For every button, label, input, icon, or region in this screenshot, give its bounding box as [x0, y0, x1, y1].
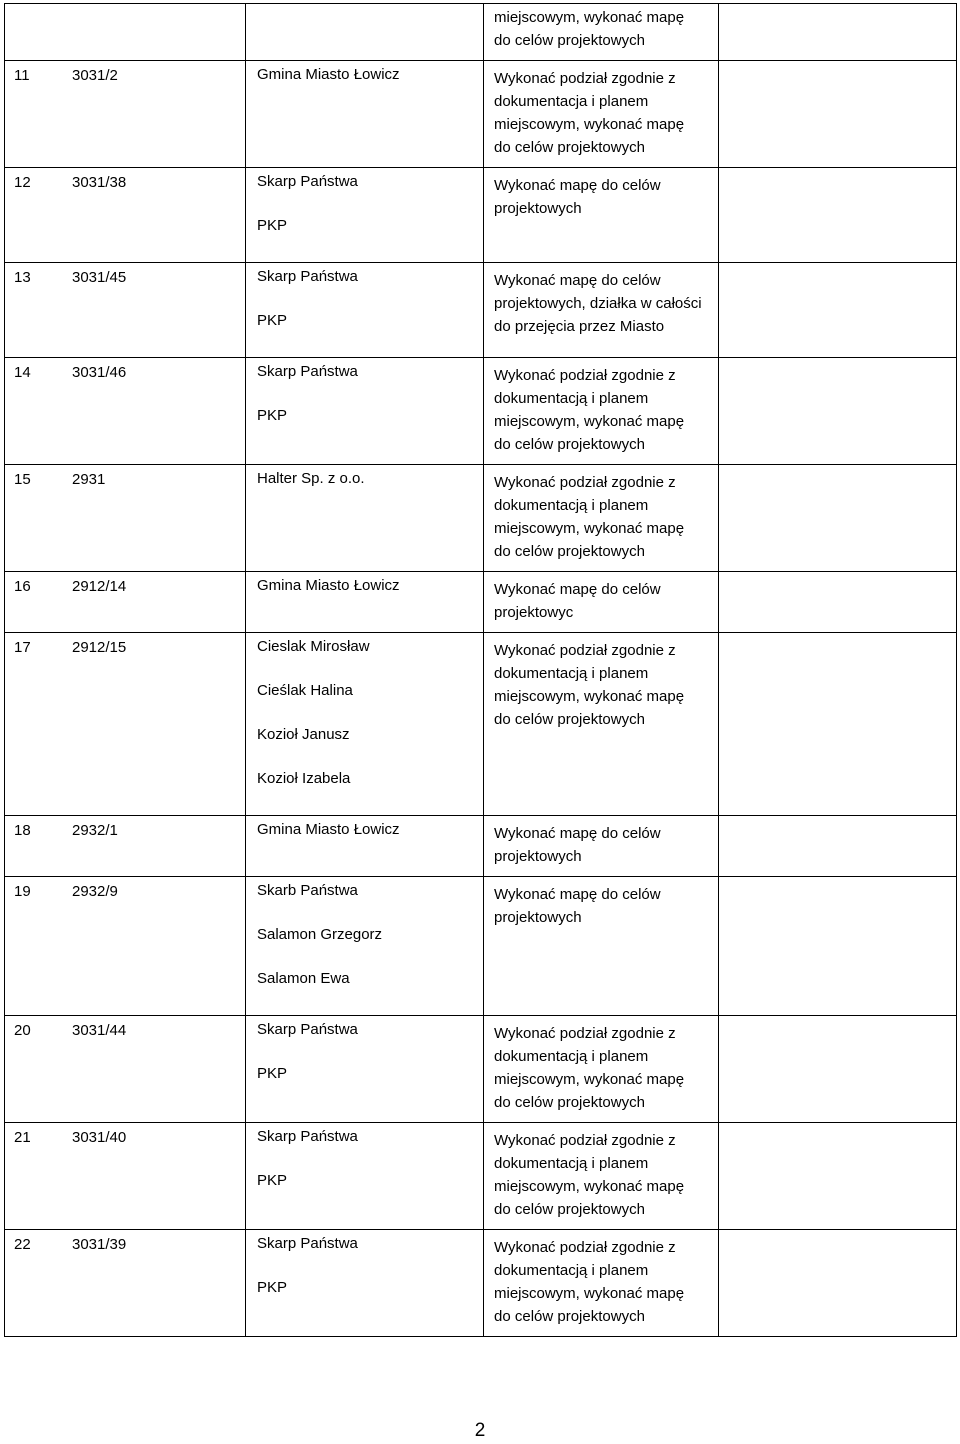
table-row [5, 1123, 957, 1230]
action-text: miejscowym, wykonać mapę [494, 688, 685, 705]
parcel-cell [5, 633, 246, 816]
action-cell [484, 816, 719, 877]
action-text: dokumentacją i planem [494, 665, 649, 682]
action-text: do celów projektowych [494, 543, 645, 560]
notes-cell [719, 263, 957, 358]
table-row [5, 61, 957, 168]
action-text: Wykonać podział zgodnie z [494, 1025, 676, 1042]
action-text: Wykonać podział zgodnie z [494, 367, 676, 384]
table-row [5, 168, 957, 263]
action-text: do celów projektowych [494, 1201, 645, 1218]
table-row [5, 465, 957, 572]
notes-cell [719, 1230, 957, 1337]
row-number: 18 [14, 822, 31, 839]
action-text: miejscowym, wykonać mapę [494, 413, 685, 430]
parcel-number: 2931 [72, 471, 106, 488]
owner-cell [246, 263, 484, 358]
owner-name: Salamon Ewa [257, 970, 350, 987]
action-text: dokumentacją i planem [494, 1048, 649, 1065]
notes-cell [719, 816, 957, 877]
action-cell [484, 633, 719, 816]
owner-name: Cieślak Halina [257, 682, 353, 699]
owner-cell [246, 61, 484, 168]
owner-name: Skarp Państwa [257, 1128, 358, 1145]
owner-cell [246, 877, 484, 1016]
table-row [5, 816, 957, 877]
owner-cell [246, 465, 484, 572]
owner-name: Skarp Państwa [257, 173, 358, 190]
parcel-number: 3031/40 [72, 1129, 127, 1146]
action-text: Wykonać podział zgodnie z [494, 474, 676, 491]
action-text: dokumentacją i planem [494, 390, 649, 407]
parcel-cell [5, 61, 246, 168]
owner-name: Cieslak Mirosław [257, 638, 370, 655]
action-text: miejscowym, wykonać mapę [494, 116, 685, 133]
action-cell [484, 358, 719, 465]
owner-name: Skarp Państwa [257, 363, 358, 380]
action-text: miejscowym, wykonać mapę [494, 520, 685, 537]
owner-name: Gmina Miasto Łowicz [257, 577, 400, 594]
parcel-number: 3031/38 [72, 174, 127, 191]
table-row [5, 633, 957, 816]
action-text: do celów projektowych [494, 1308, 645, 1325]
owner-name: Skarb Państwa [257, 882, 358, 899]
parcel-cell [5, 572, 246, 633]
action-text: projektowych [494, 200, 582, 217]
action-text: Wykonać mapę do celów [494, 581, 661, 598]
row-number: 17 [14, 639, 31, 656]
action-text: do celów projektowych [494, 436, 645, 453]
table-row [5, 1016, 957, 1123]
parcel-number: 3031/2 [72, 67, 118, 84]
notes-cell [719, 633, 957, 816]
owner-cell [246, 633, 484, 816]
owner-cell [246, 1016, 484, 1123]
owner-cell [246, 1123, 484, 1230]
owner-name: Gmina Miasto Łowicz [257, 66, 400, 83]
parcel-number: 2932/1 [72, 822, 118, 839]
action-cell [484, 1230, 719, 1337]
action-text: Wykonać mapę do celów [494, 825, 661, 842]
action-text: Wykonać podział zgodnie z [494, 642, 676, 659]
owner-cell [246, 4, 484, 61]
notes-cell [719, 61, 957, 168]
action-text: Wykonać mapę do celów [494, 177, 661, 194]
parcel-cell [5, 1230, 246, 1337]
owner-name: Salamon Grzegorz [257, 926, 383, 943]
owner-name: PKP [257, 1279, 288, 1296]
notes-cell [719, 1123, 957, 1230]
action-cell [484, 1016, 719, 1123]
table-row [5, 4, 957, 61]
owner-cell [246, 168, 484, 263]
owner-name: PKP [257, 1065, 288, 1082]
parcel-cell [5, 877, 246, 1016]
action-text: dokumentacją i planem [494, 497, 649, 514]
owner-name: Kozioł Janusz [257, 726, 350, 743]
action-text: projektowych, działka w całości [494, 295, 702, 312]
action-text: do celów projektowych [494, 1094, 645, 1111]
table-row [5, 877, 957, 1016]
action-text: projektowyc [494, 604, 574, 621]
action-cell [484, 465, 719, 572]
action-cell [484, 263, 719, 358]
action-text: Wykonać mapę do celów [494, 886, 661, 903]
row-number: 22 [14, 1236, 31, 1253]
action-text: do celów projektowych [494, 139, 645, 156]
action-text: dokumentacją i planem [494, 1262, 649, 1279]
page-number: 2 [474, 1420, 486, 1441]
parcel-number: 2932/9 [72, 883, 118, 900]
owner-name: PKP [257, 217, 288, 234]
action-text: Wykonać podział zgodnie z [494, 70, 676, 87]
action-text: dokumentacja i planem [494, 93, 649, 110]
row-number: 20 [14, 1022, 31, 1039]
parcel-number: 2912/14 [72, 578, 127, 595]
parcel-cell [5, 4, 246, 61]
parcel-cell [5, 358, 246, 465]
action-cell [484, 61, 719, 168]
action-text: miejscowym, wykonać mapę [494, 1178, 685, 1195]
notes-cell [719, 168, 957, 263]
parcel-cell [5, 1016, 246, 1123]
parcel-cell [5, 168, 246, 263]
notes-cell [719, 358, 957, 465]
row-number: 19 [14, 883, 31, 900]
parcels-table-body [5, 4, 957, 1337]
action-text: miejscowym, wykonać mapę [494, 9, 685, 26]
action-text: dokumentacją i planem [494, 1155, 649, 1172]
owner-name: Skarp Państwa [257, 268, 358, 285]
owner-cell [246, 572, 484, 633]
action-cell [484, 1123, 719, 1230]
row-number: 14 [14, 364, 31, 381]
parcels-table [4, 3, 957, 1337]
table-row [5, 1230, 957, 1337]
action-cell [484, 877, 719, 1016]
owner-name: Skarp Państwa [257, 1235, 358, 1252]
action-text: Wykonać podział zgodnie z [494, 1239, 676, 1256]
owner-cell [246, 1230, 484, 1337]
parcel-number: 3031/44 [72, 1022, 127, 1039]
owner-name: PKP [257, 1172, 288, 1189]
action-text: miejscowym, wykonać mapę [494, 1285, 685, 1302]
owner-name: Kozioł Izabela [257, 770, 351, 787]
row-number: 21 [14, 1129, 31, 1146]
owner-name: Gmina Miasto Łowicz [257, 821, 400, 838]
owner-cell [246, 816, 484, 877]
parcel-cell [5, 1123, 246, 1230]
owner-name: PKP [257, 312, 288, 329]
parcel-number: 3031/39 [72, 1236, 127, 1253]
notes-cell [719, 4, 957, 61]
action-cell [484, 4, 719, 61]
action-cell [484, 572, 719, 633]
parcel-number: 3031/46 [72, 364, 127, 381]
parcel-cell [5, 465, 246, 572]
table-row [5, 572, 957, 633]
notes-cell [719, 1016, 957, 1123]
row-number: 13 [14, 269, 31, 286]
action-cell [484, 168, 719, 263]
action-text: miejscowym, wykonać mapę [494, 1071, 685, 1088]
action-text: Wykonać mapę do celów [494, 272, 661, 289]
notes-cell [719, 572, 957, 633]
action-text: do celów projektowych [494, 32, 645, 49]
row-number: 15 [14, 471, 31, 488]
table-row [5, 358, 957, 465]
row-number: 12 [14, 174, 31, 191]
notes-cell [719, 465, 957, 572]
owner-name: PKP [257, 407, 288, 424]
parcel-cell [5, 816, 246, 877]
table-row [5, 263, 957, 358]
notes-cell [719, 877, 957, 1016]
parcel-cell [5, 263, 246, 358]
action-text: projektowych [494, 848, 582, 865]
parcel-number: 2912/15 [72, 639, 127, 656]
row-number: 16 [14, 578, 31, 595]
action-text: do celów projektowych [494, 711, 645, 728]
row-number: 11 [14, 67, 30, 84]
owner-name: Halter Sp. z o.o. [257, 470, 365, 487]
action-text: do przejęcia przez Miasto [494, 318, 665, 335]
owner-cell [246, 358, 484, 465]
action-text: projektowych [494, 909, 582, 926]
action-text: Wykonać podział zgodnie z [494, 1132, 676, 1149]
owner-name: Skarp Państwa [257, 1021, 358, 1038]
parcel-number: 3031/45 [72, 269, 127, 286]
